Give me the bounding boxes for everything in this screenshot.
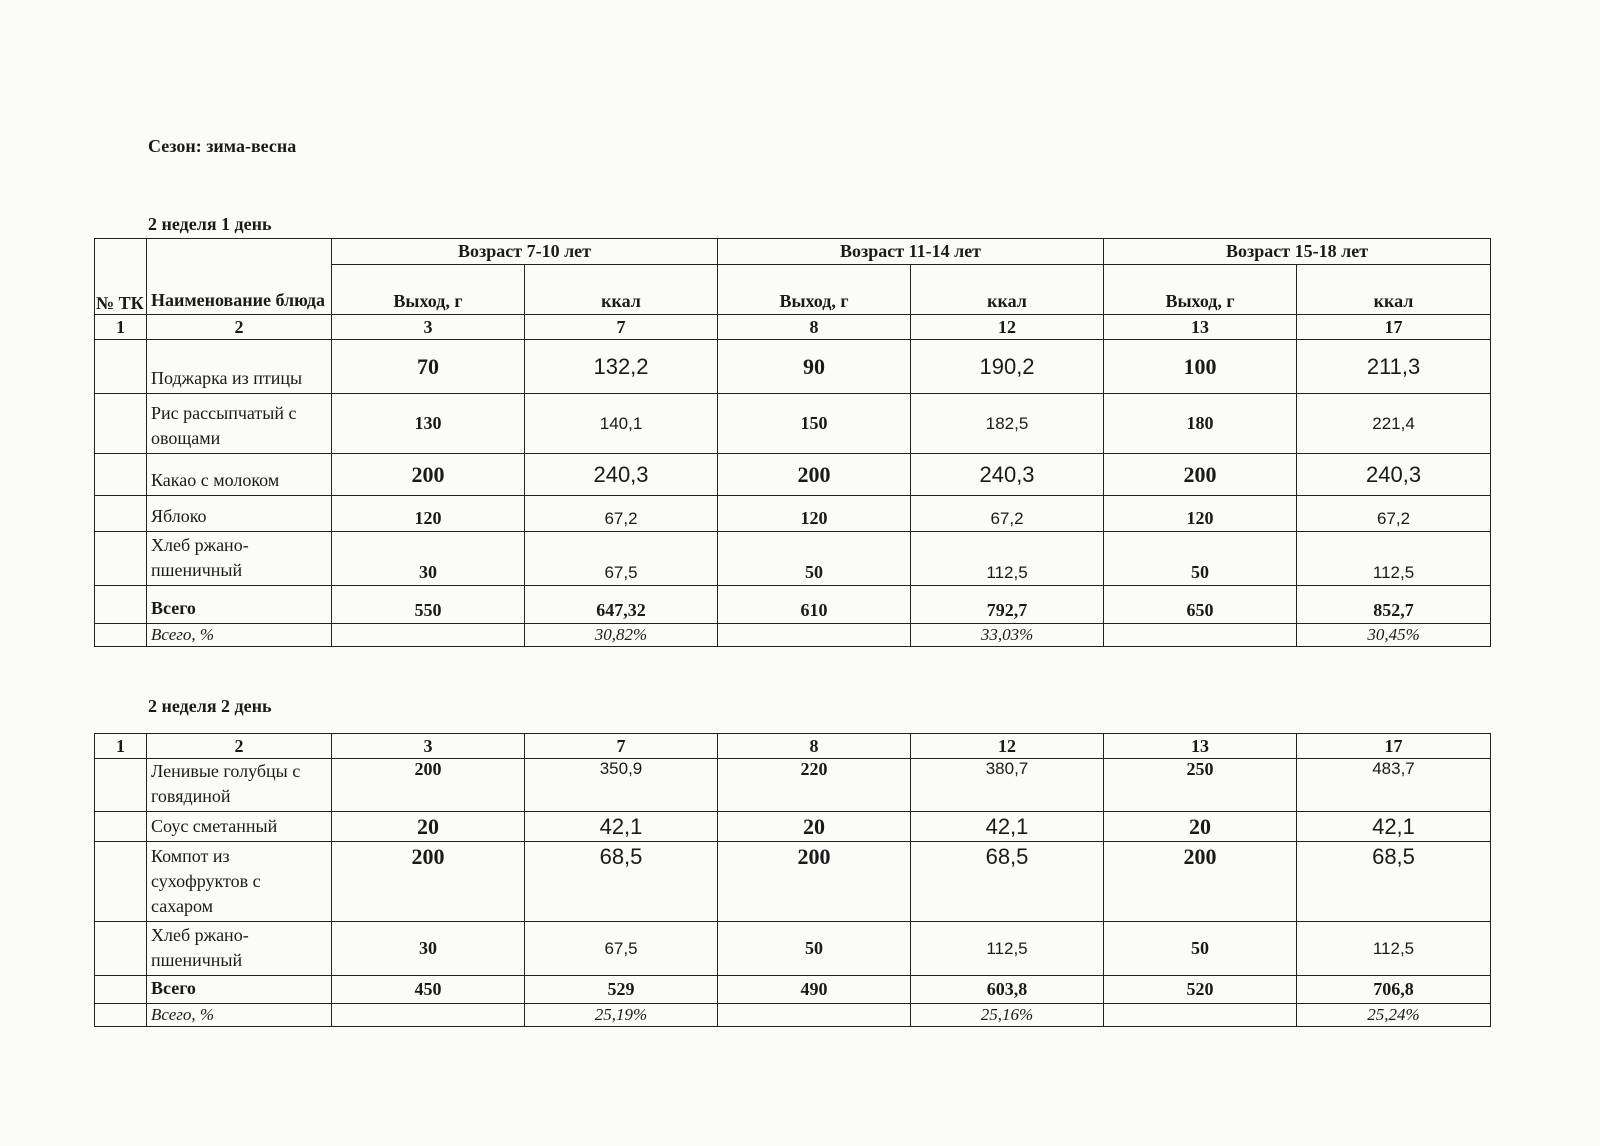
kcal-value: 240,3 (1297, 454, 1491, 496)
tk-number-header: № ТК (95, 239, 147, 315)
kcal-value: 112,5 (1297, 922, 1491, 976)
yield-value: 130 (332, 394, 525, 454)
percent-label: Всего, % (147, 1004, 332, 1027)
total-row (95, 586, 1491, 624)
day2-title: 2 неделя 2 день (148, 696, 272, 716)
tk-cell (95, 586, 147, 624)
yield-header: Выход, г (718, 265, 911, 315)
dish-name: Хлеб ржано-пшеничный (147, 922, 332, 976)
season-heading: Сезон: зима-весна (148, 136, 297, 156)
total-yield: 610 (718, 586, 911, 624)
tk-cell (95, 922, 147, 976)
kcal-value: 67,5 (525, 922, 718, 976)
kcal-value: 67,2 (525, 496, 718, 532)
yield-value: 120 (718, 496, 911, 532)
column-number: 8 (718, 315, 911, 340)
total-row (95, 976, 1491, 1004)
kcal-value: 380,7 (911, 759, 1104, 812)
menu-table-day1 (94, 238, 1491, 647)
table-row (95, 340, 1491, 394)
dish-name: Соус сметанный (147, 812, 332, 842)
kcal-value: 140,1 (525, 394, 718, 454)
age-header-row (95, 239, 1491, 265)
percent-value: 30,82% (525, 624, 718, 647)
total-kcal: 852,7 (1297, 586, 1491, 624)
total-yield: 550 (332, 586, 525, 624)
percent-value: 25,19% (525, 1004, 718, 1027)
column-number: 12 (911, 315, 1104, 340)
percent-value: 33,03% (911, 624, 1104, 647)
tk-cell (95, 812, 147, 842)
total-yield: 450 (332, 976, 525, 1004)
dish-name: Ленивые голубцы с говядиной (147, 759, 332, 812)
tk-cell (95, 394, 147, 454)
empty-cell (332, 624, 525, 647)
column-number: 7 (525, 315, 718, 340)
menu-table-day2 (94, 733, 1491, 1027)
kcal-value: 68,5 (911, 842, 1104, 922)
kcal-header: ккал (1297, 265, 1491, 315)
yield-value: 20 (332, 812, 525, 842)
yield-value: 200 (718, 454, 911, 496)
kcal-value: 211,3 (1297, 340, 1491, 394)
table-row (95, 812, 1491, 842)
kcal-value: 67,5 (525, 532, 718, 586)
table-row (95, 454, 1491, 496)
column-number: 1 (95, 734, 147, 759)
dish-name: Поджарка из птицы (147, 340, 332, 394)
kcal-value: 240,3 (911, 454, 1104, 496)
percent-row (95, 624, 1491, 647)
yield-value: 200 (1104, 842, 1297, 922)
dish-name: Яблоко (147, 496, 332, 532)
yield-value: 50 (1104, 922, 1297, 976)
dish-name: Какао с молоком (147, 454, 332, 496)
column-number: 3 (332, 734, 525, 759)
kcal-value: 112,5 (1297, 532, 1491, 586)
yield-header: Выход, г (332, 265, 525, 315)
tk-cell (95, 340, 147, 394)
column-number: 12 (911, 734, 1104, 759)
yield-value: 120 (1104, 496, 1297, 532)
total-kcal: 792,7 (911, 586, 1104, 624)
kcal-value: 483,7 (1297, 759, 1491, 812)
yield-value: 70 (332, 340, 525, 394)
table-row (95, 842, 1491, 922)
column-number: 13 (1104, 734, 1297, 759)
total-kcal: 529 (525, 976, 718, 1004)
kcal-value: 68,5 (1297, 842, 1491, 922)
yield-value: 220 (718, 759, 911, 812)
kcal-value: 240,3 (525, 454, 718, 496)
yield-value: 90 (718, 340, 911, 394)
kcal-value: 42,1 (911, 812, 1104, 842)
yield-value: 50 (718, 532, 911, 586)
column-number-row (95, 315, 1491, 340)
total-kcal: 647,32 (525, 586, 718, 624)
kcal-value: 112,5 (911, 532, 1104, 586)
percent-value: 25,24% (1297, 1004, 1491, 1027)
table-row (95, 496, 1491, 532)
yield-value: 20 (718, 812, 911, 842)
age-group-header: Возраст 7-10 лет (332, 239, 718, 265)
percent-value: 30,45% (1297, 624, 1491, 647)
total-kcal: 706,8 (1297, 976, 1491, 1004)
kcal-header: ккал (911, 265, 1104, 315)
kcal-value: 221,4 (1297, 394, 1491, 454)
yield-value: 180 (1104, 394, 1297, 454)
yield-value: 200 (332, 759, 525, 812)
kcal-value: 42,1 (525, 812, 718, 842)
tk-cell (95, 976, 147, 1004)
tk-cell (95, 496, 147, 532)
yield-value: 250 (1104, 759, 1297, 812)
table-row (95, 394, 1491, 454)
column-number: 13 (1104, 315, 1297, 340)
tk-cell (95, 759, 147, 812)
total-yield: 490 (718, 976, 911, 1004)
table-row (95, 922, 1491, 976)
yield-value: 20 (1104, 812, 1297, 842)
kcal-value: 67,2 (1297, 496, 1491, 532)
kcal-value: 68,5 (525, 842, 718, 922)
column-number: 2 (147, 734, 332, 759)
column-number: 17 (1297, 734, 1491, 759)
empty-cell (1104, 1004, 1297, 1027)
tk-cell (95, 532, 147, 586)
percent-label: Всего, % (147, 624, 332, 647)
age-group-header: Возраст 15-18 лет (1104, 239, 1491, 265)
column-number: 8 (718, 734, 911, 759)
yield-value: 50 (718, 922, 911, 976)
empty-cell (332, 1004, 525, 1027)
kcal-header: ккал (525, 265, 718, 315)
column-number: 2 (147, 315, 332, 340)
empty-cell (718, 1004, 911, 1027)
dish-name: Рис рассыпчатый с овощами (147, 394, 332, 454)
yield-value: 200 (332, 842, 525, 922)
yield-value: 200 (718, 842, 911, 922)
kcal-value: 190,2 (911, 340, 1104, 394)
age-group-header: Возраст 11-14 лет (718, 239, 1104, 265)
yield-value: 150 (718, 394, 911, 454)
kcal-value: 67,2 (911, 496, 1104, 532)
total-yield: 650 (1104, 586, 1297, 624)
total-label: Всего (147, 976, 332, 1004)
column-number: 3 (332, 315, 525, 340)
dish-name: Хлеб ржано-пшеничный (147, 532, 332, 586)
total-kcal: 603,8 (911, 976, 1104, 1004)
yield-value: 120 (332, 496, 525, 532)
kcal-value: 42,1 (1297, 812, 1491, 842)
yield-value: 30 (332, 532, 525, 586)
yield-header: Выход, г (1104, 265, 1297, 315)
empty-cell (1104, 624, 1297, 647)
yield-value: 100 (1104, 340, 1297, 394)
total-label: Всего (147, 586, 332, 624)
column-number-row (95, 734, 1491, 759)
yield-value: 50 (1104, 532, 1297, 586)
total-yield: 520 (1104, 976, 1297, 1004)
column-number: 17 (1297, 315, 1491, 340)
kcal-value: 350,9 (525, 759, 718, 812)
percent-value: 25,16% (911, 1004, 1104, 1027)
table-row (95, 759, 1491, 812)
day1-title: 2 неделя 1 день (148, 214, 272, 234)
percent-row (95, 1004, 1491, 1027)
kcal-value: 182,5 (911, 394, 1104, 454)
tk-cell (95, 624, 147, 647)
empty-cell (718, 624, 911, 647)
tk-cell (95, 842, 147, 922)
column-number: 7 (525, 734, 718, 759)
tk-cell (95, 454, 147, 496)
table-row (95, 532, 1491, 586)
column-number: 1 (95, 315, 147, 340)
yield-value: 200 (332, 454, 525, 496)
dish-name-header: Наименование блюда (147, 239, 332, 315)
kcal-value: 112,5 (911, 922, 1104, 976)
kcal-value: 132,2 (525, 340, 718, 394)
tk-cell (95, 1004, 147, 1027)
yield-value: 30 (332, 922, 525, 976)
dish-name: Компот из сухофруктов с сахаром (147, 842, 332, 922)
yield-value: 200 (1104, 454, 1297, 496)
